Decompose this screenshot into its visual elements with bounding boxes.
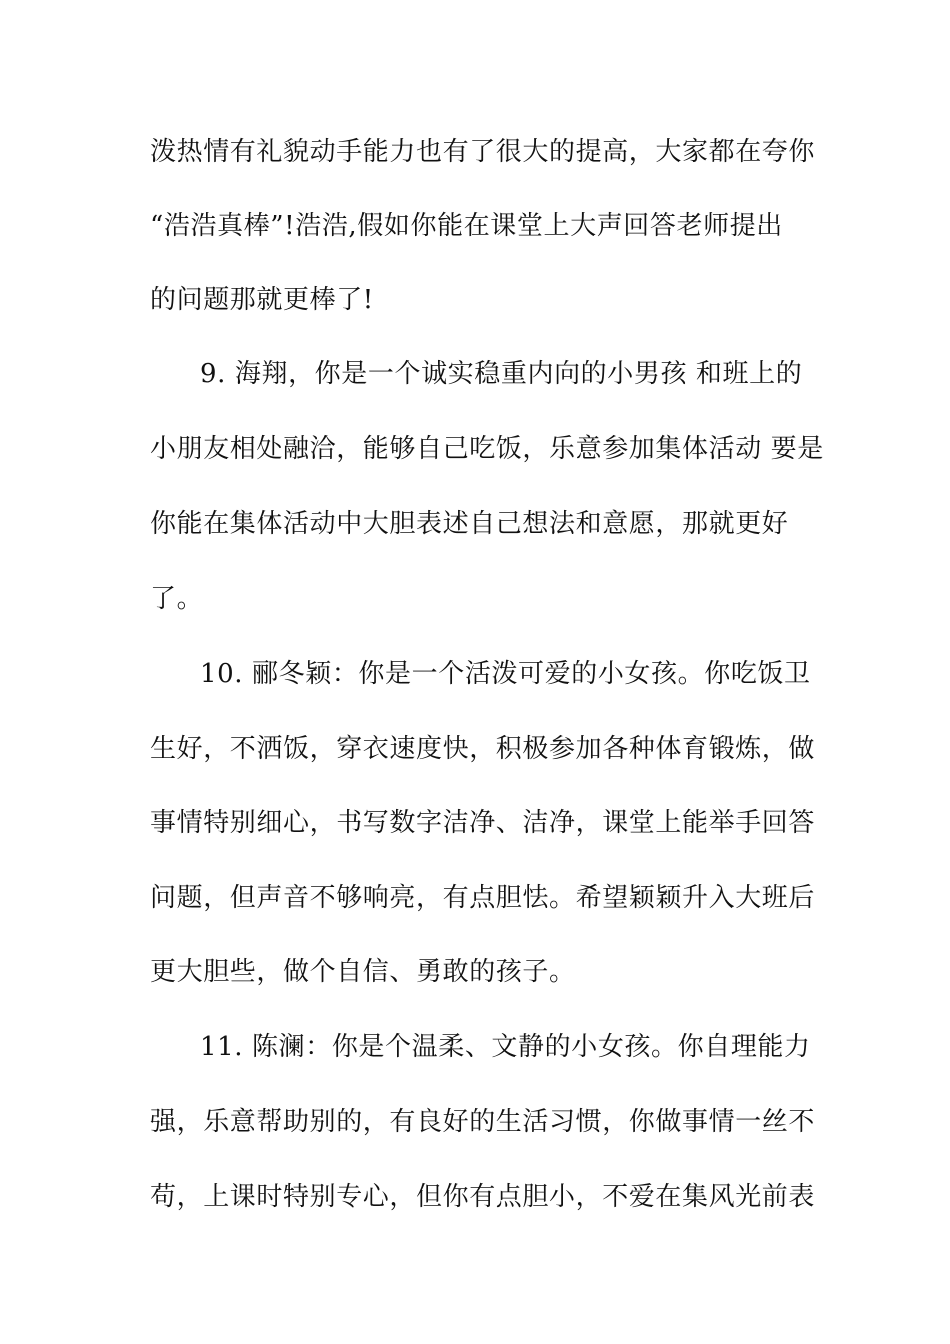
text-line: “浩浩真棒”!浩浩,假如你能在课堂上大声回答老师提出 [150,211,783,241]
text-line: 苟，上课时特别专心，但你有点胆小，不爱在集风光前表 [150,1182,816,1212]
paragraph-9-start: 9. 海翔，你是一个诚实稳重内向的小男孩 和班上的 [200,359,803,389]
text-line: 事情特别细心，书写数字洁净、洁净，课堂上能举手回答 [150,808,816,838]
text-line: 强，乐意帮助别的，有良好的生活习惯，你做事情一丝不 [150,1107,816,1137]
text-line: 问题，但声音不够响亮，有点胆怯。希望颖颖升入大班后 [150,883,816,913]
text-line: 生好，不洒饭，穿衣速度快，积极参加各种体育锻炼，做 [150,734,816,764]
text-line: 你能在集体活动中大胆表述自己想法和意愿，那就更好 [150,509,789,539]
text-line: 了。 [150,584,204,614]
text-line: 泼热情有礼貌动手能力也有了很大的提高，大家都在夸你 [150,137,816,167]
text-line: 小朋友相处融洽，能够自己吃饭，乐意参加集体活动 要是 [150,434,824,464]
paragraph-10-start: 10. 郦冬颖：你是一个活泼可爱的小女孩。你吃饭卫 [200,659,811,689]
text-line: 更大胆些，做个自信、勇敢的孩子。 [150,957,576,987]
text-line: 的问题那就更棒了! [150,285,374,315]
paragraph-11-start: 11. 陈澜：你是个温柔、文静的小女孩。你自理能力 [200,1032,811,1062]
